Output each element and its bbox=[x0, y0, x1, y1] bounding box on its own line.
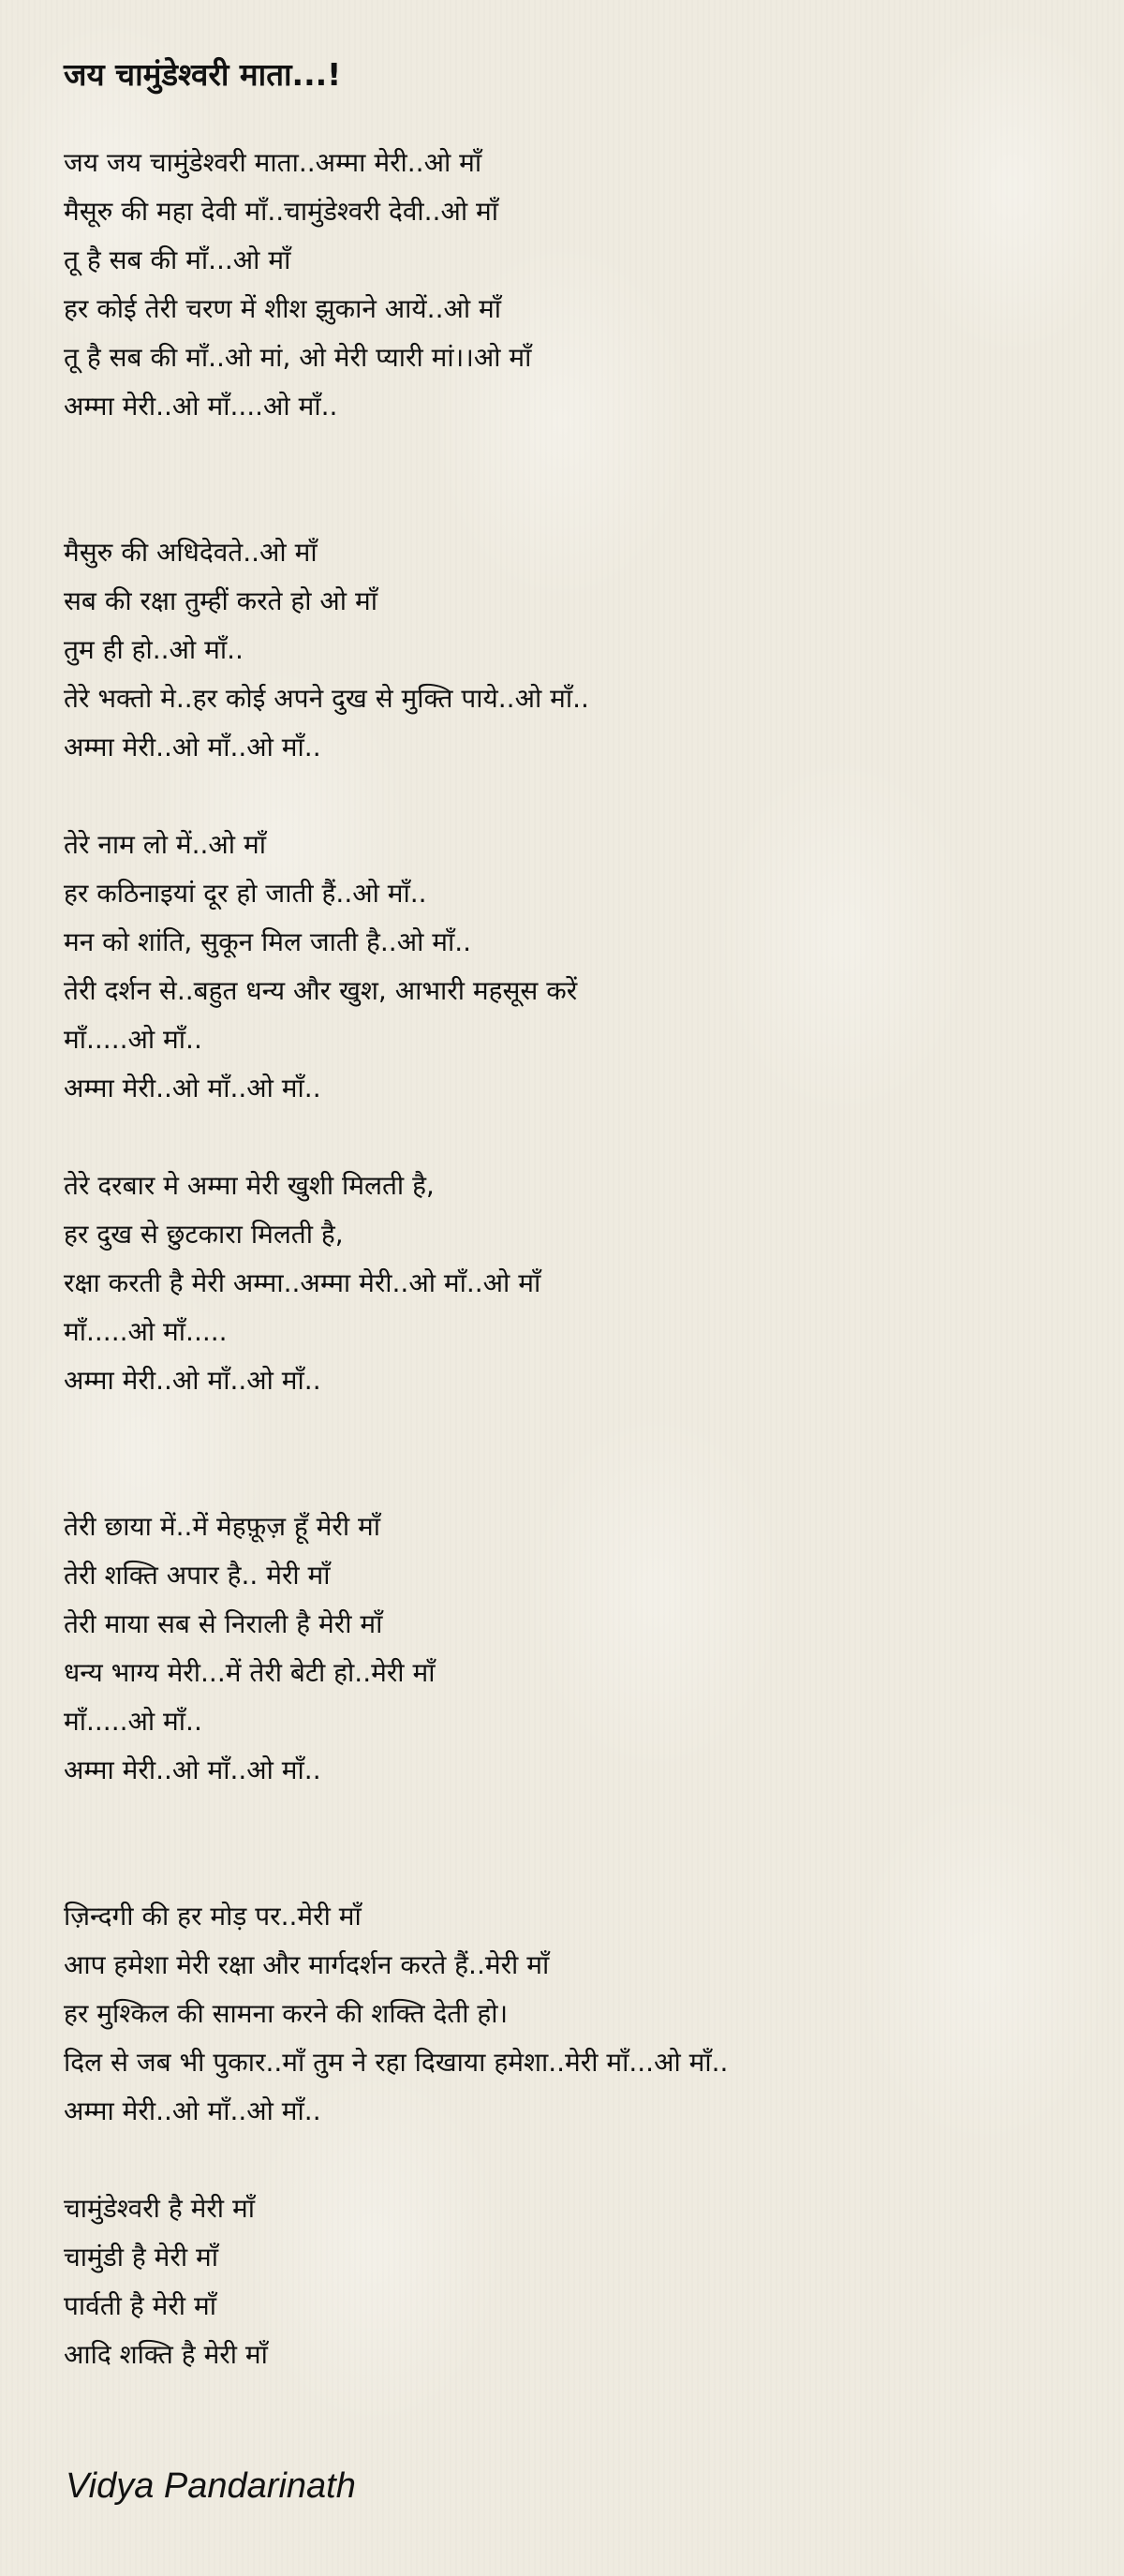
poem bbox=[64, 47, 1075, 2379]
poem-line: हर दुख से छुटकारा मिलती है, bbox=[64, 1219, 344, 1250]
poem-line: माँ.....ओ माँ.. bbox=[64, 1706, 202, 1737]
poem-line: तेरी शक्ति अपार है.. मेरी माँ bbox=[64, 1560, 331, 1591]
poem-line: तेरी छाया में..में मेहफ़ूज़ हूँ मेरी माँ bbox=[64, 1511, 381, 1542]
stanza-gap bbox=[64, 1405, 1075, 1503]
poem-line: हर मुश्किल की सामना करने की शक्ति देती हो। bbox=[64, 1998, 509, 2029]
stanza-gap bbox=[64, 1795, 1075, 1892]
stanza-gap bbox=[64, 772, 1075, 821]
stanza-7 bbox=[64, 2184, 1075, 2379]
poem-line: चामुंडेश्वरी है मेरी माँ bbox=[64, 2193, 255, 2224]
stanza-4 bbox=[64, 1162, 1075, 1405]
stanza-gap bbox=[64, 1113, 1075, 1162]
poem-line: अम्मा मेरी..ओ माँ....ओ माँ.. bbox=[64, 391, 338, 422]
poem-line: अम्मा मेरी..ओ माँ..ओ माँ.. bbox=[64, 1754, 321, 1785]
poem-line: मन को शांति, सुकून मिल जाती है..ओ माँ.. bbox=[64, 926, 472, 957]
author-name: Vidya Pandarinath bbox=[66, 2466, 356, 2506]
poem-line: हर कठिनाइयां दूर हो जाती हैं..ओ माँ.. bbox=[64, 878, 427, 909]
poem-title: जय चामुंडेश्वरी माता...! bbox=[64, 56, 342, 93]
stanza-1 bbox=[64, 139, 1075, 431]
poem-line: अम्मा मेरी..ओ माँ..ओ माँ.. bbox=[64, 1073, 321, 1103]
stanza-6 bbox=[64, 1892, 1075, 2136]
stanza-5 bbox=[64, 1503, 1075, 1795]
stanza-3 bbox=[64, 821, 1075, 1113]
poem-line: पार्वती है मेरी माँ bbox=[64, 2290, 216, 2321]
poem-line: आप हमेशा मेरी रक्षा और मार्गदर्शन करते हैं..मेरी माँ bbox=[64, 1949, 550, 1980]
poem-line: मैसुरु की अधिदेवते..ओ माँ bbox=[64, 537, 318, 568]
poem-line: मैसूरु की महा देवी माँ..चामुंडेश्वरी देवी..ओ माँ bbox=[64, 196, 498, 227]
stanza-gap bbox=[64, 2136, 1075, 2184]
poem-line: तू है सब की माँ...ओ माँ bbox=[64, 244, 291, 275]
stanza-2 bbox=[64, 528, 1075, 772]
poem-line: तेरे दरबार मे अम्मा मेरी खुशी मिलती है, bbox=[64, 1170, 435, 1201]
poem-line: सब की रक्षा तुम्हीं करते हो ओ माँ bbox=[64, 585, 377, 616]
poem-line: तुम ही हो..ओ माँ.. bbox=[64, 634, 244, 665]
poem-line: चामुंडी है मेरी माँ bbox=[64, 2242, 219, 2273]
poem-line: माँ.....ओ माँ..... bbox=[64, 1316, 228, 1347]
poem-line: तेरी माया सब से निराली है मेरी माँ bbox=[64, 1608, 383, 1639]
poem-line: अम्मा मेरी..ओ माँ..ओ माँ.. bbox=[64, 2095, 321, 2126]
poem-line: आदि शक्ति है मेरी माँ bbox=[64, 2339, 268, 2370]
poem-line: तेरी दर्शन से..बहुत धन्य और खुश, आभारी महसूस करें bbox=[64, 975, 578, 1006]
poem-line: ज़िन्दगी की हर मोड़ पर..मेरी माँ bbox=[64, 1901, 362, 1932]
poem-line: जय जय चामुंडेश्वरी माता..अम्मा मेरी..ओ माँ bbox=[64, 147, 482, 178]
poem-line: दिल से जब भी पुकार..माँ तुम ने रहा दिखाया हमेशा..मेरी माँ...ओ माँ.. bbox=[64, 2047, 729, 2078]
poem-line: धन्य भाग्य मेरी...में तेरी बेटी हो..मेरी माँ bbox=[64, 1657, 436, 1688]
poem-line: हर कोई तेरी चरण में शीश झुकाने आयें..ओ माँ bbox=[64, 293, 502, 324]
poem-line: तेरे नाम लो में..ओ माँ bbox=[64, 829, 266, 860]
poem-line: माँ.....ओ माँ.. bbox=[64, 1024, 202, 1055]
poem-line: तेरे भक्तो मे..हर कोई अपने दुख से मुक्ति पाये..ओ माँ.. bbox=[64, 683, 589, 714]
poem-line: अम्मा मेरी..ओ माँ..ओ माँ.. bbox=[64, 1365, 321, 1396]
poem-line: रक्षा करती है मेरी अम्मा..अम्मा मेरी..ओ माँ..ओ माँ bbox=[64, 1267, 541, 1298]
poem-line: तू है सब की माँ..ओ मां, ओ मेरी प्यारी मां।।ओ माँ bbox=[64, 342, 532, 373]
poem-line: अम्मा मेरी..ओ माँ..ओ माँ.. bbox=[64, 732, 321, 762]
stanza-gap bbox=[64, 431, 1075, 528]
